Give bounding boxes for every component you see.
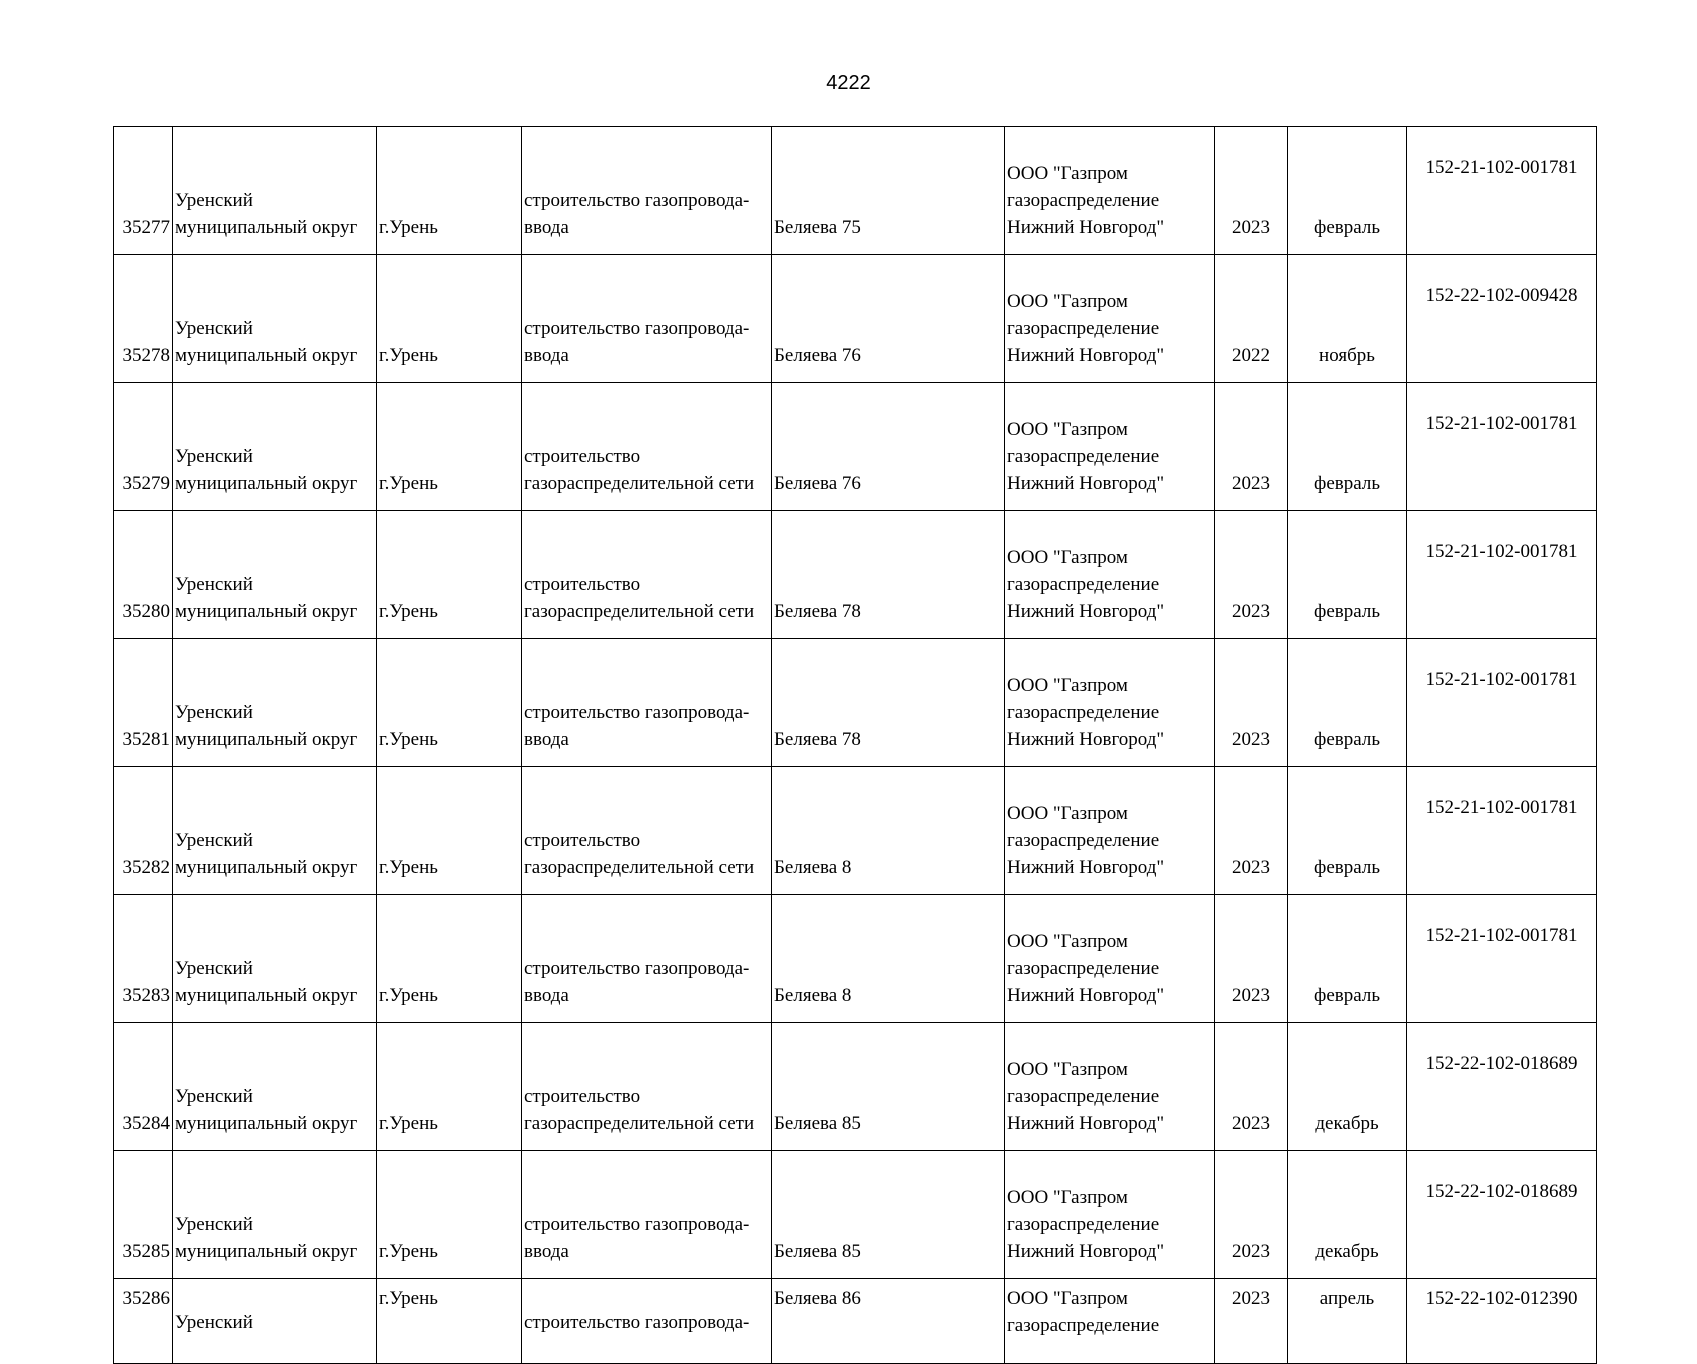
organization-cell-line: газораспределение (1007, 1315, 1160, 1336)
year-cell: 2023 (1215, 639, 1288, 767)
work-type-cell (522, 511, 772, 639)
municipality-cell (173, 895, 377, 1023)
organization-cell-line: Нижний Новгород" (1007, 985, 1165, 1006)
municipality-cell (173, 1151, 377, 1279)
work-type-cell-line: газораспределительной сети (524, 473, 755, 494)
work-type-cell-line: строительство газопровода- (524, 318, 750, 339)
locality-cell: г.Урень (377, 767, 522, 895)
organization-cell (1005, 1151, 1215, 1279)
address-cell: Беляева 76 (772, 255, 1005, 383)
table-row (114, 1151, 1597, 1279)
work-type-cell-line: ввода (524, 729, 569, 750)
address-cell: Беляева 75 (772, 127, 1005, 255)
organization-cell-line: ООО "Газпром (1007, 291, 1128, 312)
organization-cell-line: ООО "Газпром (1007, 163, 1128, 184)
month-cell: февраль (1288, 511, 1407, 639)
table-row (114, 1023, 1597, 1151)
address-cell: Беляева 85 (772, 1151, 1005, 1279)
locality-cell: г.Урень (377, 1023, 522, 1151)
year-cell: 2023 (1215, 1151, 1288, 1279)
month-cell: апрель (1288, 1279, 1407, 1364)
organization-cell-line: газораспределение (1007, 1086, 1160, 1107)
locality-cell: г.Урень (377, 639, 522, 767)
locality-cell: г.Урень (377, 895, 522, 1023)
address-cell: Беляева 78 (772, 511, 1005, 639)
municipality-cell (173, 255, 377, 383)
work-type-cell-line: ввода (524, 1241, 569, 1262)
work-type-cell-line: строительство (524, 830, 641, 851)
permit-number-cell: 152-21-102-001781 (1407, 127, 1597, 255)
gas-connection-registry-table (113, 126, 1597, 1364)
organization-cell-line: Нижний Новгород" (1007, 857, 1165, 878)
organization-cell (1005, 1023, 1215, 1151)
organization-cell-line: газораспределение (1007, 190, 1160, 211)
municipality-cell-line: муниципальный округ (175, 985, 358, 1006)
registry-body (114, 127, 1597, 1364)
permit-number-cell: 152-21-102-001781 (1407, 511, 1597, 639)
permit-number-cell: 152-22-102-018689 (1407, 1151, 1597, 1279)
work-type-cell (522, 895, 772, 1023)
permit-number-cell: 152-22-102-009428 (1407, 255, 1597, 383)
organization-cell-line: газораспределение (1007, 318, 1160, 339)
month-cell: ноябрь (1288, 255, 1407, 383)
locality-cell: г.Урень (377, 127, 522, 255)
year-cell: 2023 (1215, 127, 1288, 255)
permit-number-cell: 152-22-102-018689 (1407, 1023, 1597, 1151)
work-type-cell-line: газораспределительной сети (524, 1113, 755, 1134)
year-cell: 2023 (1215, 895, 1288, 1023)
municipality-cell-line: муниципальный округ (175, 473, 358, 494)
work-type-cell (522, 1023, 772, 1151)
locality-cell: г.Урень (377, 255, 522, 383)
month-cell: февраль (1288, 895, 1407, 1023)
organization-cell-line: Нижний Новгород" (1007, 345, 1165, 366)
organization-cell-line: газораспределение (1007, 830, 1160, 851)
municipality-cell (173, 1023, 377, 1151)
row-number: 35280 (114, 511, 173, 639)
organization-cell-line: ООО "Газпром (1007, 1187, 1128, 1208)
permit-number-cell: 152-21-102-001781 (1407, 639, 1597, 767)
locality-cell: г.Урень (377, 383, 522, 511)
month-cell: февраль (1288, 767, 1407, 895)
organization-cell-line: газораспределение (1007, 446, 1160, 467)
work-type-cell (522, 127, 772, 255)
organization-cell-line: Нижний Новгород" (1007, 601, 1165, 622)
work-type-cell (522, 383, 772, 511)
organization-cell-line: газораспределение (1007, 1214, 1160, 1235)
locality-cell: г.Урень (377, 1279, 522, 1364)
permit-number-cell: 152-22-102-012390 (1407, 1279, 1597, 1364)
organization-cell-line: Нижний Новгород" (1007, 217, 1165, 238)
municipality-cell-line: муниципальный округ (175, 217, 358, 238)
locality-cell: г.Урень (377, 1151, 522, 1279)
row-number: 35282 (114, 767, 173, 895)
row-number: 35277 (114, 127, 173, 255)
municipality-cell-line: муниципальный округ (175, 345, 358, 366)
organization-cell-line: Нижний Новгород" (1007, 1241, 1165, 1262)
month-cell: февраль (1288, 639, 1407, 767)
municipality-cell (173, 639, 377, 767)
year-cell: 2023 (1215, 767, 1288, 895)
year-cell: 2023 (1215, 511, 1288, 639)
work-type-cell-line: строительство (524, 1086, 641, 1107)
locality-cell: г.Урень (377, 511, 522, 639)
address-cell: Беляева 78 (772, 639, 1005, 767)
work-type-cell (522, 1151, 772, 1279)
work-type-cell-line: строительство газопровода- (524, 1214, 750, 1235)
table-row (114, 639, 1597, 767)
municipality-cell-line: Уренский (175, 446, 253, 467)
organization-cell (1005, 127, 1215, 255)
table-row (114, 1279, 1597, 1364)
municipality-cell-line: Уренский (175, 318, 253, 339)
row-number: 35279 (114, 383, 173, 511)
organization-cell-line: ООО "Газпром (1007, 675, 1128, 696)
month-cell: февраль (1288, 127, 1407, 255)
work-type-cell (522, 767, 772, 895)
address-cell: Беляева 86 (772, 1279, 1005, 1364)
year-cell: 2022 (1215, 255, 1288, 383)
row-number: 35285 (114, 1151, 173, 1279)
row-number: 35284 (114, 1023, 173, 1151)
municipality-cell (173, 511, 377, 639)
municipality-cell-line: Уренский (175, 958, 253, 979)
municipality-cell (173, 127, 377, 255)
address-cell: Беляева 8 (772, 895, 1005, 1023)
organization-cell-line: ООО "Газпром (1007, 1288, 1128, 1309)
organization-cell-line: ООО "Газпром (1007, 1059, 1128, 1080)
table-row (114, 511, 1597, 639)
work-type-cell-line: ввода (524, 345, 569, 366)
address-cell: Беляева 8 (772, 767, 1005, 895)
table-row (114, 767, 1597, 895)
page-number: 4222 (826, 72, 871, 94)
year-cell: 2023 (1215, 1279, 1288, 1364)
municipality-cell-line: Уренский (175, 830, 253, 851)
work-type-cell-line: строительство газопровода- (524, 702, 750, 723)
organization-cell-line: Нижний Новгород" (1007, 1113, 1165, 1134)
table-row (114, 127, 1597, 255)
organization-cell-line: ООО "Газпром (1007, 419, 1128, 440)
municipality-cell-line: Уренский (175, 574, 253, 595)
work-type-cell-line: ввода (524, 217, 569, 238)
permit-number-cell: 152-21-102-001781 (1407, 383, 1597, 511)
work-type-cell-line: строительство газопровода- (524, 190, 750, 211)
row-number: 35283 (114, 895, 173, 1023)
permit-number-cell: 152-21-102-001781 (1407, 767, 1597, 895)
municipality-cell (173, 767, 377, 895)
address-cell: Беляева 76 (772, 383, 1005, 511)
organization-cell (1005, 895, 1215, 1023)
work-type-cell-line: строительство (524, 574, 641, 595)
work-type-cell (522, 255, 772, 383)
organization-cell-line: ООО "Газпром (1007, 931, 1128, 952)
month-cell: декабрь (1288, 1151, 1407, 1279)
organization-cell (1005, 383, 1215, 511)
permit-number-cell: 152-21-102-001781 (1407, 895, 1597, 1023)
address-cell: Беляева 85 (772, 1023, 1005, 1151)
municipality-cell (173, 383, 377, 511)
table-row (114, 895, 1597, 1023)
organization-cell-line: ООО "Газпром (1007, 547, 1128, 568)
municipality-cell-line: муниципальный округ (175, 729, 358, 750)
municipality-cell-line: муниципальный округ (175, 1113, 358, 1134)
municipality-cell-line: Уренский (175, 190, 253, 211)
organization-cell (1005, 767, 1215, 895)
municipality-cell-line: Уренский (175, 1086, 253, 1107)
work-type-cell-line: строительство (524, 446, 641, 467)
work-type-cell-line: ввода (524, 985, 569, 1006)
row-number: 35286 (114, 1279, 173, 1364)
organization-cell-line: Нижний Новгород" (1007, 729, 1165, 750)
row-number: 35281 (114, 639, 173, 767)
work-type-cell-line: строительство газопровода- (524, 958, 750, 979)
organization-cell-line: Нижний Новгород" (1007, 473, 1165, 494)
organization-cell (1005, 255, 1215, 383)
organization-cell-line: газораспределение (1007, 958, 1160, 979)
organization-cell (1005, 1279, 1215, 1364)
table-row (114, 255, 1597, 383)
work-type-cell (522, 639, 772, 767)
municipality-cell-line: Уренский (175, 702, 253, 723)
work-type-cell-line: газораспределительной сети (524, 857, 755, 878)
organization-cell-line: газораспределение (1007, 574, 1160, 595)
organization-cell-line: газораспределение (1007, 702, 1160, 723)
work-type-cell: строительство газопровода- (522, 1279, 772, 1364)
month-cell: декабрь (1288, 1023, 1407, 1151)
municipality-cell-line: Уренский (175, 1214, 253, 1235)
year-cell: 2023 (1215, 1023, 1288, 1151)
municipality-cell-line: муниципальный округ (175, 1241, 358, 1262)
work-type-cell-line: газораспределительной сети (524, 601, 755, 622)
row-number: 35278 (114, 255, 173, 383)
municipality-cell: Уренский (173, 1279, 377, 1364)
organization-cell-line: ООО "Газпром (1007, 803, 1128, 824)
municipality-cell-line: муниципальный округ (175, 857, 358, 878)
table-row (114, 383, 1597, 511)
municipality-cell-line: муниципальный округ (175, 601, 358, 622)
organization-cell (1005, 639, 1215, 767)
organization-cell (1005, 511, 1215, 639)
year-cell: 2023 (1215, 383, 1288, 511)
month-cell: февраль (1288, 383, 1407, 511)
